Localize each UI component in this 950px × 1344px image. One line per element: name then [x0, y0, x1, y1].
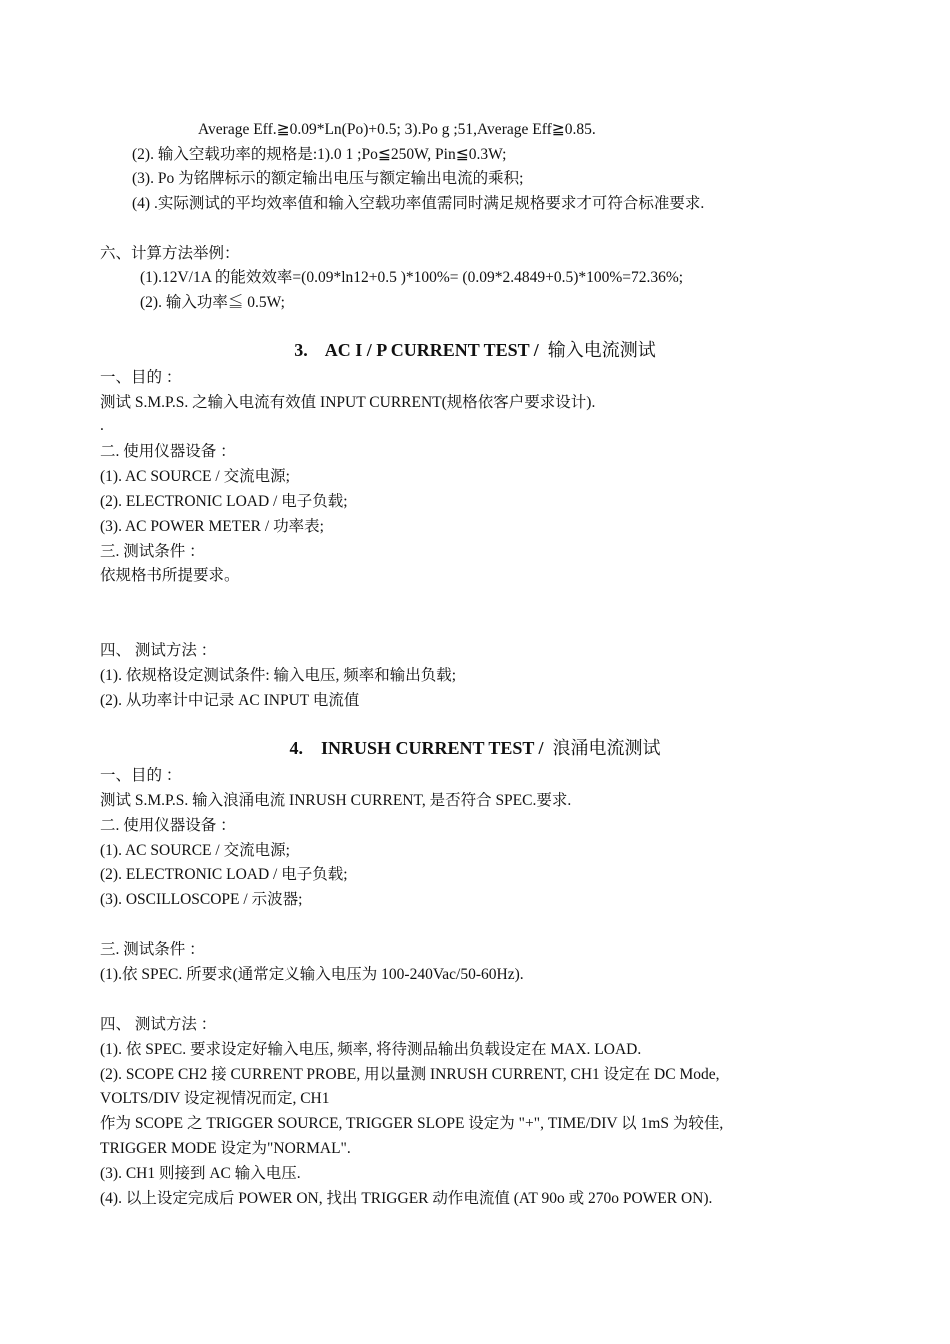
s3-purpose-heading: 一、目的 ： [100, 369, 182, 386]
efficiency-formula-line: Average Eff.≧0.09*Ln(Po)+0.5; 3).Po g ;51,Average Eff≧0.85. [198, 121, 596, 138]
section-4-title-cn: 浪涌电流测试 [552, 738, 661, 758]
s3-equipment-heading: 二. 使用仪器设备 ： [100, 443, 236, 460]
s3-method-2: (2). 从功率计中记录 AC INPUT 电流值 [100, 692, 360, 709]
po-definition-line: (3). Po 为铭牌标示的额定输出电压与额定输出电流的乘积; [132, 170, 524, 187]
s4-method-1: (1). 依 SPEC. 要求设定好输入电压, 频率, 将待测品输出负载设定在 MAX. LOAD. [100, 1041, 642, 1058]
s4-method-2-line-3: 作为 SCOPE 之 TRIGGER SOURCE, TRIGGER SLOPE 设定为 "+", TIME/DIV 以 1mS 为较佳, [100, 1115, 724, 1132]
s4-method-2-line-2: VOLTS/DIV 设定视情况而定, CH1 [100, 1090, 330, 1107]
section-3-heading [0, 338, 950, 362]
s4-method-2-line-1: (2). SCOPE CH2 接 CURRENT PROBE, 用以量测 INRUSH CURRENT, CH1 设定在 DC Mode, [100, 1066, 720, 1083]
s4-purpose-text: 测试 S.M.P.S. 输入浪涌电流 INRUSH CURRENT, 是否符合 SPEC.要求. [100, 792, 572, 809]
s3-method-heading: 四、 测试方法 ： [100, 642, 217, 659]
s4-equipment-3: (3). OSCILLOSCOPE / 示波器; [100, 891, 303, 908]
s3-condition-heading: 三. 测试条件 ： [100, 543, 205, 560]
no-load-spec-line: (2). 输入空载功率的规格是:1).0 1 ;Po≦250W, Pin≦0.3W; [132, 146, 507, 163]
calc-example-2: (2). 输入功率≦ 0.5W; [140, 294, 285, 311]
s3-equipment-1: (1). AC SOURCE / 交流电源; [100, 468, 290, 485]
s4-purpose-heading: 一、目的 ： [100, 767, 182, 784]
s4-equipment-heading: 二. 使用仪器设备 ： [100, 817, 236, 834]
section-4-heading [0, 736, 950, 760]
section-4-title-en: INRUSH CURRENT TEST / [320, 738, 544, 758]
s4-condition-heading: 三. 测试条件 ： [100, 941, 205, 958]
s4-condition-text: (1).依 SPEC. 所要求(通常定义输入电压为 100-240Vac/50-60Hz). [100, 966, 524, 983]
s4-equipment-1: (1). AC SOURCE / 交流电源; [100, 842, 290, 859]
s3-purpose-text: 测试 S.M.P.S. 之输入电流有效值 INPUT CURRENT(规格依客户要求设计). [100, 394, 596, 411]
section-4-number: 4. [289, 738, 303, 758]
calc-example-heading: 六、计算方法举例： [100, 245, 240, 262]
s4-method-heading: 四、 测试方法 ： [100, 1016, 217, 1033]
s4-equipment-2: (2). ELECTRONIC LOAD / 电子负载; [100, 866, 348, 883]
s3-method-1: (1). 依规格设定测试条件: 输入电压, 频率和输出负载; [100, 667, 457, 684]
s3-equipment-3: (3). AC POWER METER / 功率表; [100, 518, 324, 535]
s3-stray-dot: . [100, 417, 104, 434]
s4-method-4: (4). 以上设定完成后 POWER ON, 找出 TRIGGER 动作电流值 (AT 90o 或 270o POWER ON). [100, 1190, 713, 1207]
section-3-title-en: AC I / P CURRENT TEST / [324, 340, 539, 360]
s4-method-3: (3). CH1 则接到 AC 输入电压. [100, 1165, 301, 1182]
calc-example-1: (1).12V/1A 的能效效率=(0.09*ln12+0.5 )*100%= (0.09*2.4849+0.5)*100%=72.36%; [140, 269, 684, 286]
requirement-line: (4) .实际测试的平均效率值和输入空载功率值需同时满足规格要求才可符合标准要求. [132, 195, 705, 212]
section-3-number: 3. [294, 340, 308, 360]
s3-condition-text: 依规格书所提要求。 [100, 567, 240, 584]
s3-equipment-2: (2). ELECTRONIC LOAD / 电子负载; [100, 493, 348, 510]
section-3-title-cn: 输入电流测试 [547, 340, 656, 360]
s4-method-2-line-4: TRIGGER MODE 设定为"NORMAL". [100, 1140, 351, 1157]
